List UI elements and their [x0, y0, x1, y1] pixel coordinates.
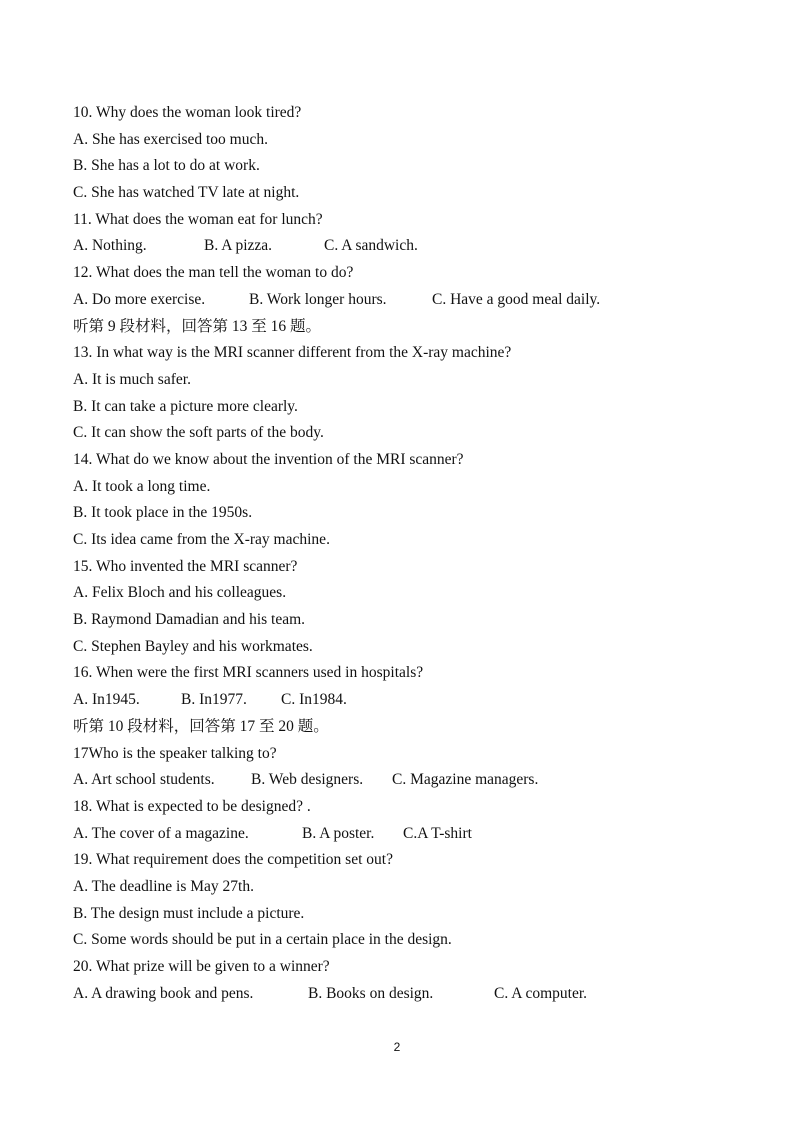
option-a: A. Do more exercise.	[73, 290, 206, 308]
option-a: A. Art school students.	[73, 771, 215, 789]
question-line: 14. What do we know about the invention of the MRI scanner?	[73, 450, 464, 468]
page-number: 2	[393, 1040, 401, 1054]
option-c: C. A sandwich.	[324, 237, 418, 255]
option-a: A. In1945.	[73, 691, 140, 709]
option-line: A. The deadline is May 27th.	[73, 877, 254, 895]
option-line: B. She has a lot to do at work.	[73, 157, 260, 175]
option-b: B. A pizza.	[204, 237, 273, 255]
option-line: C. Its idea came from the X-ray machine.	[73, 531, 330, 548]
option-c: C. Have a good meal daily.	[432, 290, 601, 308]
option-line: B. It can take a picture more clearly.	[73, 397, 298, 415]
option-c: C. Magazine managers.	[392, 771, 539, 789]
option-b: B. Work longer hours.	[249, 290, 387, 308]
option-a: A. The cover of a magazine.	[73, 824, 249, 842]
question-line: 16. When were the first MRI scanners used in hospitals?	[73, 664, 424, 682]
option-line: B. It took place in the 1950s.	[73, 504, 253, 522]
option-b: B. Books on design.	[308, 984, 434, 1002]
option-line: A. Felix Bloch and his colleagues.	[73, 584, 287, 602]
section-instruction: 听第 9 段材料，回答第 13 至 16 题。	[73, 317, 322, 335]
question-line: 11. What does the woman eat for lunch?	[73, 210, 323, 228]
option-line: A. She has exercised too much.	[73, 130, 268, 148]
question-line: 15. Who invented the MRI scanner?	[73, 557, 298, 575]
options-row	[73, 767, 753, 794]
option-line: C. She has watched TV late at night.	[73, 184, 300, 202]
option-b: B. A poster.	[302, 824, 375, 842]
option-line: C. Stephen Bayley and his workmates.	[73, 637, 313, 655]
exam-content	[73, 100, 753, 1007]
section-instruction: 听第 10 段材料，回答第 17 至 20 题。	[73, 717, 329, 735]
options-row	[73, 981, 753, 1008]
option-c: C.A T-shirt	[403, 824, 472, 842]
option-line: B. Raymond Damadian and his team.	[73, 611, 306, 629]
option-c: C. A computer.	[494, 984, 587, 1002]
question-line: 13. In what way is the MRI scanner different from the X-ray machine?	[73, 344, 512, 362]
option-b: B. Web designers.	[251, 771, 364, 789]
option-a: A. A drawing book and pens.	[73, 984, 254, 1002]
question-line: 18. What is expected to be designed? .	[73, 797, 311, 815]
option-c: C. In1984.	[281, 691, 347, 709]
option-b: B. In1977.	[181, 691, 247, 709]
option-a: A. Nothing.	[73, 237, 147, 255]
options-row	[73, 287, 753, 314]
option-line: A. It is much safer.	[73, 370, 191, 388]
question-line: 17Who is the speaker talking to?	[73, 744, 277, 762]
question-line: 19. What requirement does the competition set out?	[73, 851, 393, 869]
options-row	[73, 687, 753, 714]
question-line: 12. What does the man tell the woman to do?	[73, 264, 354, 282]
option-line: C. Some words should be put in a certain place in the design.	[73, 931, 452, 949]
question-line: 10. Why does the woman look tired?	[73, 104, 302, 121]
option-line: C. It can show the soft parts of the body.	[73, 424, 324, 442]
option-line: A. It took a long time.	[73, 477, 211, 495]
options-row	[73, 821, 753, 848]
option-line: B. The design must include a picture.	[73, 904, 305, 922]
question-line: 20. What prize will be given to a winner?	[73, 958, 330, 975]
options-row	[73, 233, 753, 260]
